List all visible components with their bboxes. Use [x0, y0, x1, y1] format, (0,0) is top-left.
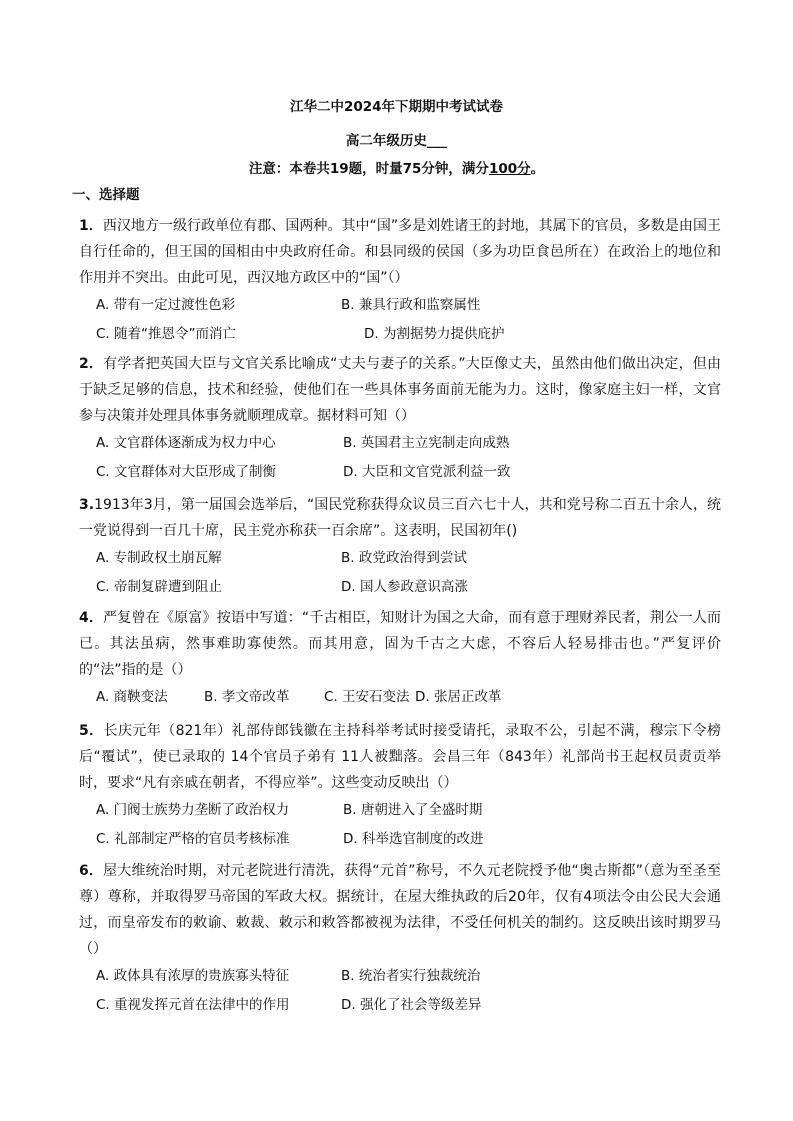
question-number: 2． [79, 356, 104, 372]
option-b[interactable]: B. 兼具行政和监察属性 [341, 297, 481, 313]
option-row [79, 429, 721, 458]
question-number: 6． [79, 863, 104, 879]
option-row [79, 683, 721, 712]
option-b[interactable]: B. 唐朝进入了全盛时期 [343, 802, 483, 818]
question-stem [79, 492, 721, 544]
option-row [79, 991, 721, 1020]
option-a[interactable]: A. 商鞅变法 [96, 689, 168, 705]
option-row [79, 962, 721, 991]
option-d[interactable]: D. 张居正改革 [415, 689, 502, 705]
option-c[interactable]: C. 王安石变法 [324, 689, 410, 705]
option-d[interactable]: D. 为割据势力提供庇护 [364, 326, 505, 342]
option-b[interactable]: B. 英国君主立宪制走向成熟 [343, 435, 510, 451]
option-d[interactable]: D. 科举选官制度的改进 [343, 831, 484, 847]
question-stem [79, 858, 721, 962]
section-heading: 一、选择题 [72, 187, 140, 203]
question-number: 5． [79, 723, 104, 739]
option-d[interactable]: D. 大臣和文官党派利益一致 [343, 464, 511, 480]
question-text: 长庆元年（821年）礼部侍郎钱徽在主持科举考试时接受请托，录取不公，引起不满，穆宗下令榜后“覆试”，使已录取的 14个官员子弟有 11人被黜落。会昌三年（843年）礼部尚书王起权员责贡举时，要求“凡有亲戚在朝者，不得应举”。这些变动反映出（） [79, 723, 721, 791]
question-number: 3. [79, 497, 95, 513]
question-number: 4． [79, 610, 104, 626]
question-1 [79, 213, 721, 349]
question-3 [79, 492, 721, 602]
question-text: 屋大维统治时期，对元老院进行清洗，获得“元首”称号，不久元老院授予他“奥古斯都”（意为至圣至尊）尊称，并取得罗马帝国的军政大权。据统计，在屋大维执政的后20年，仅有4项法令由公民大会通过，而皇帝发布的敕谕、敕裁、敕示和敕答都被视为法律，不受任何机关的制约。这反映出该时期罗马（） [79, 863, 721, 957]
option-a[interactable]: A. 带有一定过渡性色彩 [96, 297, 236, 313]
option-row [79, 320, 721, 349]
question-text: 严复曾在《原富》按语中写道：“千古相臣，知财计为国之大命，而有意于理财养民者，荆公一人而已。其法虽病，然事难助寡使然。而其用意，固为千古之大虑，不容后人轻易排击也。”严复评价的“法”指的是（） [79, 610, 721, 678]
exam-title: 江华二中2024年下期期中考试试卷 [289, 99, 504, 115]
question-number: 1． [79, 218, 103, 234]
option-a[interactable]: A. 政体具有浓厚的贵族寡头特征 [96, 968, 290, 984]
option-b[interactable]: B. 政党政治得到尝试 [341, 550, 467, 566]
question-5 [79, 718, 721, 854]
question-4 [79, 605, 721, 712]
option-c[interactable]: C. 帝制复辟遭到阻止 [96, 579, 223, 595]
notice-suffix: 。 [530, 161, 545, 177]
option-row [79, 825, 721, 854]
question-stem [79, 718, 721, 796]
question-text: 有学者把英国大臣与文官关系比喻成“丈夫与妻子的关系。”大臣像丈夫，虽然由他们做出决定，但由于缺乏足够的信息，技术和经验，使他们在一些具体事务面前无能为力。这时，像家庭主妇一样，文官参与决策并处理具体事务就顺理成章。据材料可知（） [79, 356, 721, 424]
question-stem [79, 351, 721, 429]
exam-subtitle: 高二年级历史___ [345, 133, 448, 149]
option-row [79, 544, 721, 573]
question-stem [79, 605, 721, 683]
question-2 [79, 351, 721, 487]
exam-notice [0, 160, 793, 178]
option-row [79, 458, 721, 487]
question-6 [79, 858, 721, 1020]
option-c[interactable]: C. 文官群体对大臣形成了制衡 [96, 464, 277, 480]
option-a[interactable]: A. 专制政权土崩瓦解 [96, 550, 222, 566]
option-d[interactable]: D. 国人参政意识高涨 [341, 579, 468, 595]
notice-score: 100分 [488, 161, 531, 177]
option-row [79, 573, 721, 602]
option-c[interactable]: C. 重视发挥元首在法律中的作用 [96, 997, 290, 1013]
option-c[interactable]: C. 礼部制定严格的官员考核标准 [96, 831, 290, 847]
option-row [79, 796, 721, 825]
question-text: 1913年3月，第一届国会选举后，“国民党称获得众议员三百六七十人，共和党号称二百五十余人，统一党说得到一百几十席，民主党亦称获一百余席”。这表明，民国初年() [79, 497, 721, 539]
question-stem [79, 213, 721, 291]
option-a[interactable]: A. 文官群体逐渐成为权力中心 [96, 435, 276, 451]
option-d[interactable]: D. 强化了社会等级差异 [341, 997, 482, 1013]
question-text: 西汉地方一级行政单位有郡、国两种。其中“国”多是刘姓诸王的封地，其属下的官员，多数是由国王自行任命的，但王国的国相由中央政府任命。和县同级的侯国（多为功臣食邑所在）在政治上的地位和作用并不突出。由此可见，西汉地方政区中的“国”（） [79, 218, 721, 286]
option-b[interactable]: B. 孝文帝改革 [204, 689, 290, 705]
option-c[interactable]: C. 随着“推恩令”而消亡 [96, 326, 236, 342]
option-b[interactable]: B. 统治者实行独裁统治 [341, 968, 481, 984]
notice-prefix: 注意：本卷共19题，时量75分钟，满分 [248, 161, 489, 177]
option-row [79, 291, 721, 320]
option-a[interactable]: A. 门阀士族势力垄断了政治权力 [96, 802, 290, 818]
